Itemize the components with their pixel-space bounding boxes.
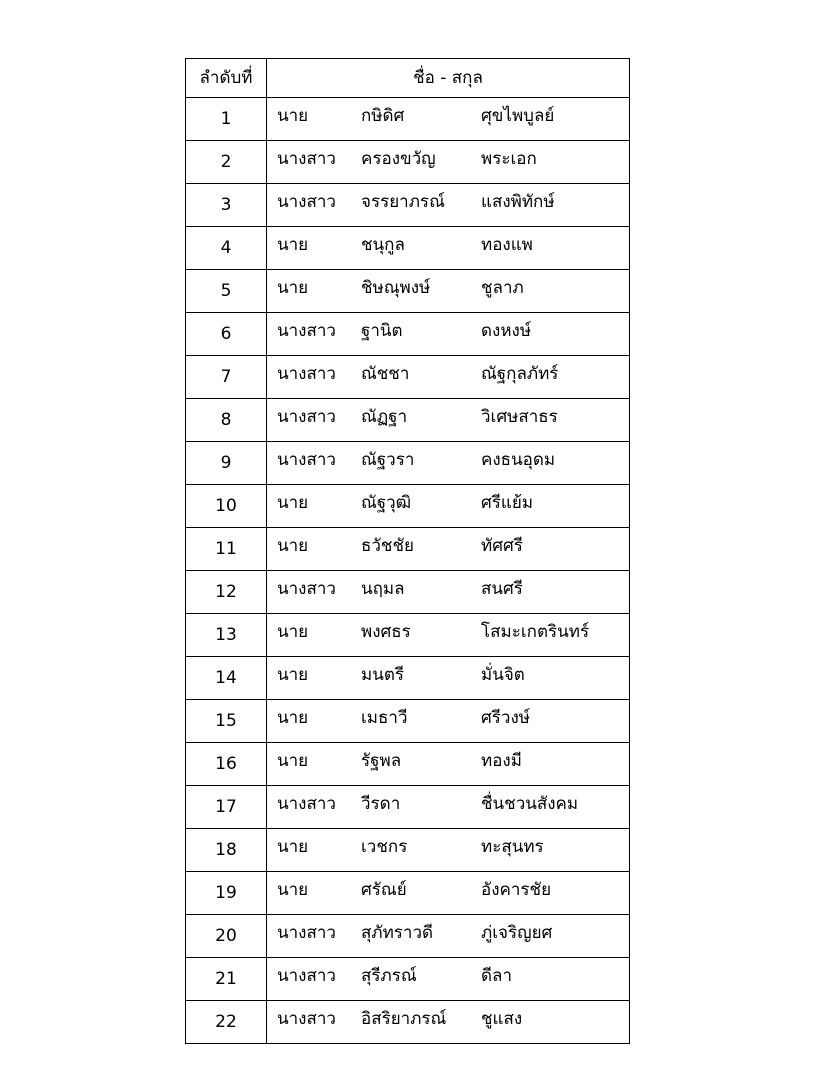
full-name-cell: [267, 227, 630, 270]
full-name-cell: [267, 98, 630, 141]
row-number: 17: [186, 786, 267, 829]
last-name: ณัฐกุลภัทร์: [481, 364, 559, 384]
full-name-cell: [267, 872, 630, 915]
row-number: 1: [186, 98, 267, 141]
last-name: ศุขไพบูลย์: [481, 106, 555, 126]
first-name: เวชกร: [361, 837, 408, 857]
name-title: นาย: [277, 708, 309, 728]
name-title: นาย: [277, 880, 309, 900]
last-name: ดงหงษ์: [481, 321, 532, 341]
first-name: สุรีภรณ์: [361, 966, 417, 986]
table-row: [186, 571, 630, 614]
row-number: 2: [186, 141, 267, 184]
full-name-cell: [267, 528, 630, 571]
last-name: โสมะเกตรินทร์: [481, 622, 590, 642]
name-list-table: [185, 58, 630, 1044]
first-name: อิสริยาภรณ์: [361, 1009, 447, 1029]
full-name-cell: [267, 1001, 630, 1044]
table-row: [186, 1001, 630, 1044]
name-title: นางสาว: [277, 192, 336, 212]
first-name: นฤมล: [361, 579, 405, 599]
row-number: 10: [186, 485, 267, 528]
row-number: 22: [186, 1001, 267, 1044]
table-row: [186, 141, 630, 184]
first-name: ณัฏฐา: [361, 407, 408, 427]
name-title: นาย: [277, 751, 309, 771]
name-title: นางสาว: [277, 1009, 336, 1029]
full-name-cell: [267, 786, 630, 829]
full-name-cell: [267, 270, 630, 313]
name-title: นางสาว: [277, 407, 336, 427]
last-name: ชูแสง: [481, 1009, 523, 1029]
full-name-cell: [267, 657, 630, 700]
name-title: นางสาว: [277, 923, 336, 943]
row-number: 21: [186, 958, 267, 1001]
name-title: นาย: [277, 837, 309, 857]
name-title: นาย: [277, 493, 309, 513]
last-name: ทะสุนทร: [481, 837, 544, 857]
last-name: สนศรี: [481, 579, 523, 599]
name-title: นาย: [277, 665, 309, 685]
row-number: 4: [186, 227, 267, 270]
header-number: ลำดับที่: [186, 59, 267, 98]
first-name: ณัฐวุฒิ: [361, 493, 412, 513]
table-row: [186, 614, 630, 657]
table-row: [186, 657, 630, 700]
full-name-cell: [267, 743, 630, 786]
full-name-cell: [267, 356, 630, 399]
full-name-cell: [267, 141, 630, 184]
first-name: รัฐพล: [361, 751, 402, 771]
row-number: 12: [186, 571, 267, 614]
first-name: เมธาวี: [361, 708, 408, 728]
table-row: [186, 442, 630, 485]
row-number: 9: [186, 442, 267, 485]
row-number: 16: [186, 743, 267, 786]
last-name: ศรีแย้ม: [481, 493, 534, 513]
table-row: [186, 356, 630, 399]
first-name: มนตรี: [361, 665, 404, 685]
header-row: [186, 59, 630, 98]
row-number: 5: [186, 270, 267, 313]
last-name: ชูลาภ: [481, 278, 524, 298]
row-number: 15: [186, 700, 267, 743]
last-name: ภู่เจริญยศ: [481, 923, 553, 943]
row-number: 14: [186, 657, 267, 700]
name-title: นางสาว: [277, 579, 336, 599]
name-title: นางสาว: [277, 364, 336, 384]
full-name-cell: [267, 399, 630, 442]
name-title: นาย: [277, 235, 309, 255]
first-name: ธวัชชัย: [361, 536, 414, 556]
row-number: 3: [186, 184, 267, 227]
last-name: ดีลา: [481, 966, 513, 986]
last-name: ทัศศรี: [481, 536, 523, 556]
table-row: [186, 915, 630, 958]
name-title: นาย: [277, 106, 309, 126]
full-name-cell: [267, 442, 630, 485]
table-row: [186, 958, 630, 1001]
full-name-cell: [267, 571, 630, 614]
row-number: 7: [186, 356, 267, 399]
table-row: [186, 872, 630, 915]
row-number: 20: [186, 915, 267, 958]
last-name: คงธนอุดม: [481, 450, 556, 470]
full-name-cell: [267, 313, 630, 356]
first-name: ศรัณย์: [361, 880, 407, 900]
first-name: สุภัทราวดี: [361, 923, 434, 943]
full-name-cell: [267, 614, 630, 657]
row-number: 6: [186, 313, 267, 356]
first-name: พงศธร: [361, 622, 411, 642]
name-title: นาย: [277, 622, 309, 642]
last-name: แสงพิทักษ์: [481, 192, 555, 212]
last-name: มั่นจิต: [481, 665, 525, 685]
table-header: [186, 59, 630, 98]
table-row: [186, 700, 630, 743]
first-name: กษิดิศ: [361, 106, 405, 126]
first-name: ชิษณุพงษ์: [361, 278, 431, 298]
table-body: [186, 98, 630, 1044]
name-title: นาย: [277, 278, 309, 298]
table-row: [186, 184, 630, 227]
table-row: [186, 98, 630, 141]
first-name: ณัฐวรา: [361, 450, 415, 470]
first-name: ชนุกูล: [361, 235, 405, 255]
last-name: ทองแพ: [481, 235, 533, 255]
last-name: อังคารชัย: [481, 880, 552, 900]
full-name-cell: [267, 958, 630, 1001]
table-row: [186, 743, 630, 786]
name-title: นางสาว: [277, 321, 336, 341]
last-name: ศรีวงษ์: [481, 708, 530, 728]
table-row: [186, 528, 630, 571]
first-name: วีรดา: [361, 794, 401, 814]
last-name: ทองมี: [481, 751, 522, 771]
last-name: วิเศษสาธร: [481, 407, 558, 427]
table-row: [186, 829, 630, 872]
row-number: 18: [186, 829, 267, 872]
full-name-cell: [267, 485, 630, 528]
name-title: นางสาว: [277, 794, 336, 814]
row-number: 19: [186, 872, 267, 915]
first-name: จรรยาภรณ์: [361, 192, 445, 212]
table-row: [186, 313, 630, 356]
table-row: [186, 485, 630, 528]
name-title: นางสาว: [277, 966, 336, 986]
header-full-name: ชื่อ - สกุล: [267, 59, 630, 98]
full-name-cell: [267, 700, 630, 743]
first-name: ณัชชา: [361, 364, 410, 384]
name-title: นางสาว: [277, 149, 336, 169]
row-number: 8: [186, 399, 267, 442]
full-name-cell: [267, 184, 630, 227]
name-title: นาย: [277, 536, 309, 556]
row-number: 11: [186, 528, 267, 571]
table-row: [186, 270, 630, 313]
row-number: 13: [186, 614, 267, 657]
first-name: ฐานิต: [361, 321, 403, 341]
name-title: นางสาว: [277, 450, 336, 470]
last-name: พระเอก: [481, 149, 537, 169]
full-name-cell: [267, 915, 630, 958]
table-row: [186, 786, 630, 829]
first-name: ครองขวัญ: [361, 149, 436, 169]
table-row: [186, 227, 630, 270]
table-row: [186, 399, 630, 442]
last-name: ชื่นชวนสังคม: [481, 794, 579, 814]
full-name-cell: [267, 829, 630, 872]
